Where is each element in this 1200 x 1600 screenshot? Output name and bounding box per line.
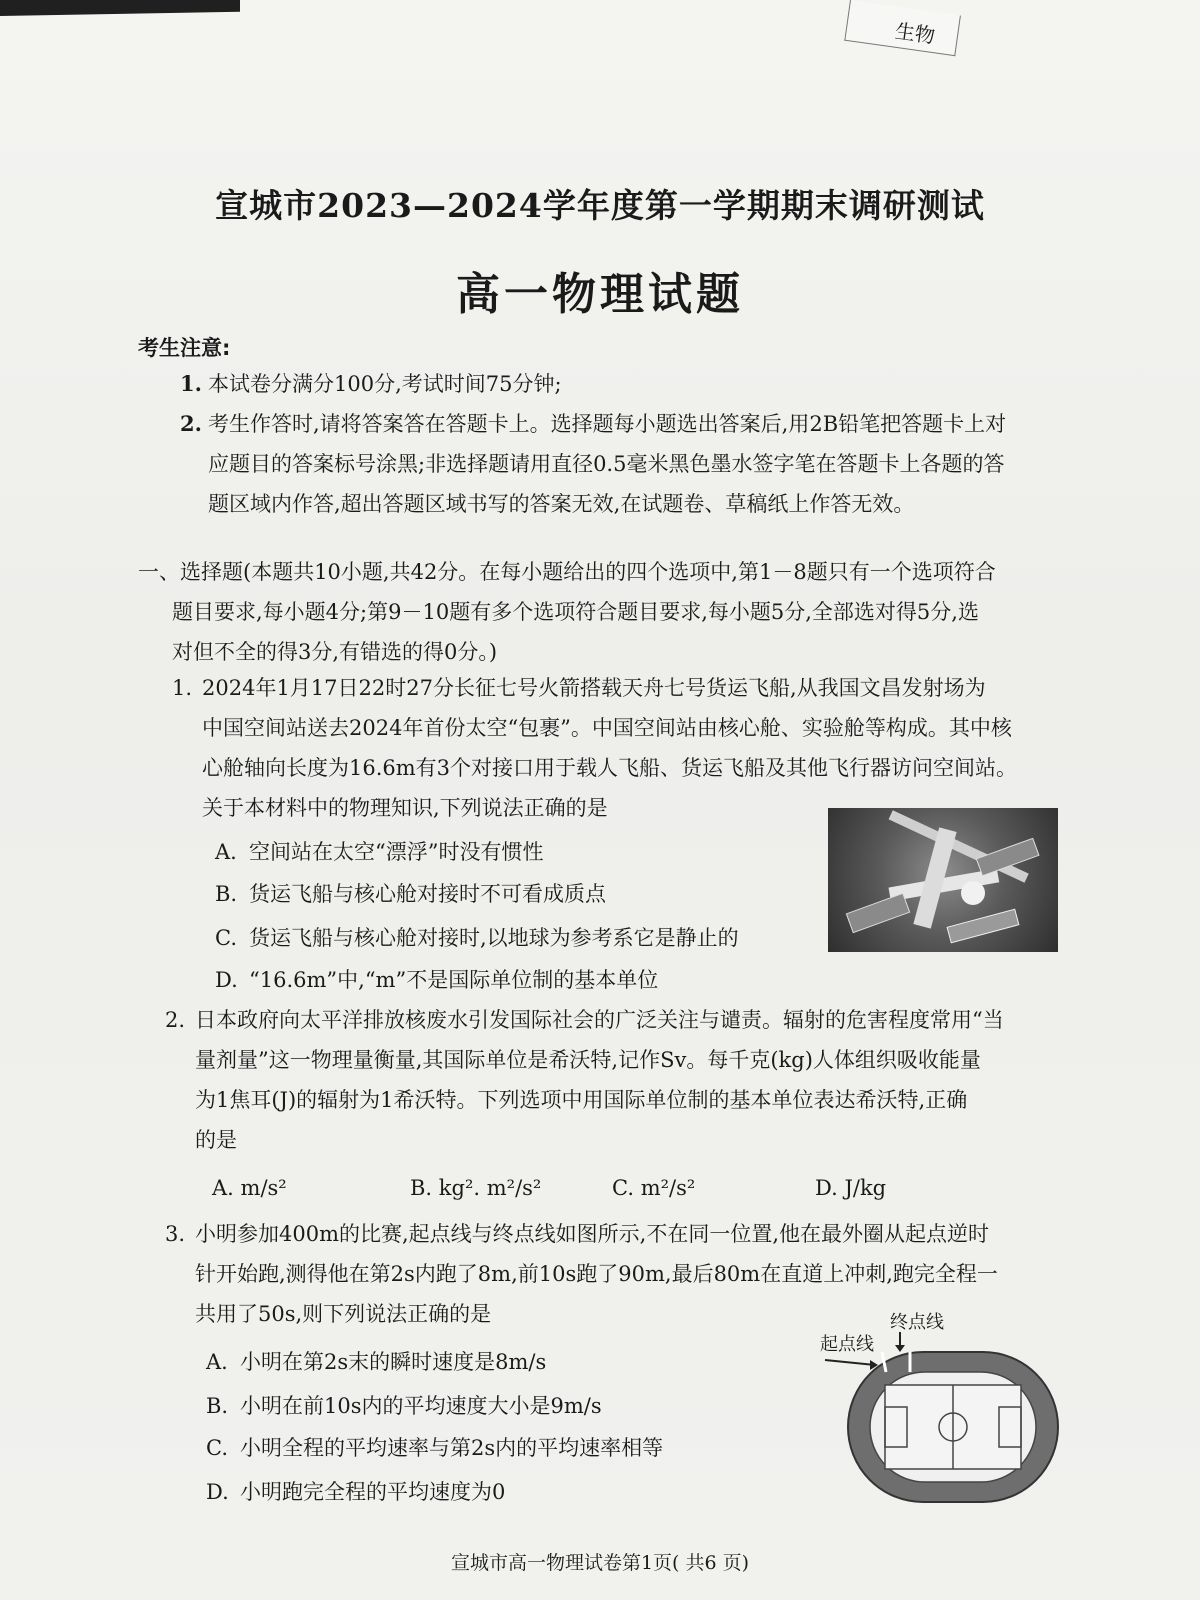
q1-option-d: D. “16.6m”中,“m”不是国际单位制的基本单位 xyxy=(215,968,659,992)
q2-option-b: B. kg². m²/s² xyxy=(410,1176,542,1200)
subject-tab-label: 生物 xyxy=(893,18,937,49)
q3-option-d: D. 小明跑完全程的平均速度为0 xyxy=(206,1480,506,1504)
question-1: 1. 2024年1月17日22时27分长征七号火箭搭载天舟七号货运飞船,从我国文昌发射场为 中国空间站送去2024年首份太空“包裹”。中国空间站由核心舱、实验舱等构成。其中核 心舱轴向长度为16.6m有3个对接口用于载人飞船、货运飞船及其他飞行器访问空间站。 关于本材料中的物理知识,下列说法正确的是 xyxy=(172,676,1018,820)
page-footer: 宣城市高一物理试卷第1页( 共6 页) xyxy=(450,1552,750,1574)
finish-line-label: 终点线 xyxy=(890,1312,944,1333)
q1-option-b: B. 货运飞船与核心舱对接时不可看成质点 xyxy=(215,882,606,906)
page-edge-shadow xyxy=(0,0,240,16)
start-line-label: 起点线 xyxy=(820,1334,874,1355)
question-2: 2. 日本政府向太平洋排放核废水引发国际社会的广泛关注与谴责。辐射的危害程度常用“当 量剂量”这一物理量衡量,其国际单位是希沃特,记作Sv。每千克(kg)人体组织吸收能量 为1焦耳(J)的辐射为1希沃特。下列选项中用国际单位制的基本单位表达希沃特,正确 的是 xyxy=(165,1008,1004,1152)
q2-option-c: C. m²/s² xyxy=(612,1176,696,1200)
q1-option-c: C. 货运飞船与核心舱对接时,以地球为参考系它是静止的 xyxy=(215,926,739,950)
exam-title: 宣城市2023—2024学年度第一学期期末调研测试 xyxy=(215,186,985,225)
exam-subtitle: 高一物理试题 xyxy=(456,269,744,320)
q3-option-a: A. 小明在第2s末的瞬时速度是8m/s xyxy=(206,1350,547,1374)
q2-option-d: D. J/kg xyxy=(815,1176,887,1200)
space-station-photo xyxy=(828,808,1058,952)
notice-item-2: 2. 考生作答时,请将答案答在答题卡上。选择题每小题选出答案后,用2B铅笔把答题卡上对 应题目的答案标号涂黑;非选择题请用直径0.5毫米黑色墨水签字笔在答题卡上各题的答 题区域内作答,超出答题区域书写的答案无效,在试题卷、草稿纸上作答无效。 xyxy=(180,411,1007,516)
question-3: 3. 小明参加400m的比赛,起点线与终点线如图所示,不在同一位置,他在最外圈从起点逆时 针开始跑,测得他在第2s内跑了8m,前10s跑了90m,最后80m在直道上冲刺,跑完全程一 共用了50s,则下列说法正确的是 xyxy=(165,1222,998,1326)
notice-heading: 考生注意: xyxy=(138,336,231,360)
notice-item-1: 1. 本试卷分满分100分,考试时间75分钟; xyxy=(180,371,562,396)
q2-option-a: A. m/s² xyxy=(212,1176,287,1200)
q1-option-a: A. 空间站在太空“漂浮”时没有惯性 xyxy=(215,840,544,864)
subject-tab xyxy=(844,0,961,56)
q3-option-c: C. 小明全程的平均速率与第2s内的平均速率相等 xyxy=(206,1436,664,1460)
running-track-diagram xyxy=(820,1300,1070,1510)
section-1-instructions: 一、选择题(本题共10小题,共42分。在每小题给出的四个选项中,第1－8题只有一个选项符合 题目要求,每小题4分;第9－10题有多个选项符合题目要求,每小题5分,全部选对得5分,选 对但不全的得3分,有错选的得0分。) xyxy=(138,560,996,664)
q3-option-b: B. 小明在前10s内的平均速度大小是9m/s xyxy=(206,1394,602,1418)
